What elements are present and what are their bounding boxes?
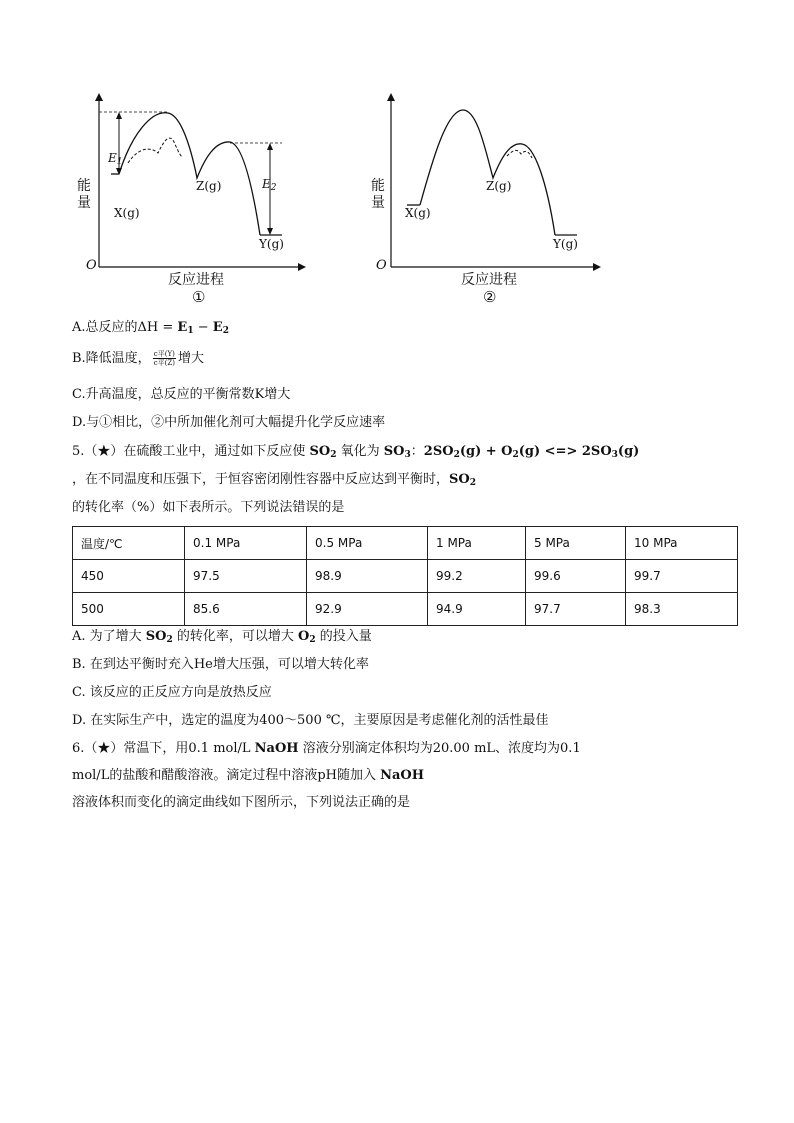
x-species-label: X(g) — [405, 206, 431, 220]
table-header-cell: 5 MPa — [526, 527, 626, 560]
origin-label: O — [376, 258, 387, 273]
table-cell: 99.6 — [526, 560, 626, 593]
question-5-line-2: ，在不同温度和压强下，于恒容密闭刚性容器中反应达到平衡时，$SO_2$ — [72, 472, 476, 488]
option-5c: C. 该反应的正反应方向是放热反应 — [72, 685, 272, 700]
energy-diagram-1 — [70, 88, 300, 313]
option-4c: C.升高温度，总反应的平衡常数K增大 — [72, 387, 291, 402]
x-axis-label: 反应进程 — [461, 272, 517, 288]
table-cell: 99.7 — [626, 560, 738, 593]
origin-label: O — [86, 258, 97, 273]
question-6-line-1: 6.（★）常温下，用0.1 mol/L NaOH 溶液分别滴定体积均为20.00 mL、浓度均为0.1 — [72, 741, 581, 756]
table-row — [73, 593, 738, 626]
e1-label: $E_1$ — [108, 151, 123, 167]
table-cell: 97.5 — [185, 560, 307, 593]
option-5d: D. 在实际生产中，选定的温度为400～500 ℃，主要原因是考虑催化剂的活性最佳 — [72, 713, 549, 728]
table-header-cell: 0.5 MPa — [307, 527, 428, 560]
question-6-line-2: mol/L的盐酸和醋酸溶液。滴定过程中溶液pH随加入 NaOH — [72, 768, 425, 783]
table-cell: 98.3 — [626, 593, 738, 626]
option-4b: B.降低温度， $\frac{\text{c平(Y)}}{\text{c平(Z)}}$ 增大 — [72, 350, 204, 367]
table-cell: 85.6 — [185, 593, 307, 626]
e2-label: $E_2$ — [262, 177, 277, 193]
table-cell: 98.9 — [307, 560, 428, 593]
x-axis-label: 反应进程 — [168, 272, 224, 288]
table-row — [73, 560, 738, 593]
y-species-label: Y(g) — [259, 237, 284, 251]
table-cell: 500 — [73, 593, 185, 626]
option-4a: A.总反应的$\Delta H = E_1 - E_2$ — [72, 320, 229, 336]
option-5b: B. 在到达平衡时充入He增大压强，可以增大转化率 — [72, 657, 369, 672]
table-cell: 94.9 — [428, 593, 526, 626]
table-cell: 92.9 — [307, 593, 428, 626]
table-cell: 97.7 — [526, 593, 626, 626]
option-5a: A. 为了增大 $SO_2$ 的转化率，可以增大 $O_2$ 的投入量 — [72, 629, 372, 645]
table-header-cell: 10 MPa — [626, 527, 738, 560]
caption-2: ② — [483, 288, 497, 306]
question-5-line-1: 5.（★）在硫酸工业中，通过如下反应使 $SO_2$ 氧化为 $SO_3$：$2SO_2(g) + O_2(g)$ <=> $2SO_3(g)$ — [72, 444, 640, 460]
caption-1: ① — [192, 288, 206, 306]
y-species-label: Y(g) — [553, 237, 578, 251]
z-species-label: Z(g) — [196, 179, 222, 193]
energy-diagram-2 — [365, 88, 600, 313]
table-header-row — [73, 527, 738, 560]
y-axis-label: 能量 — [77, 178, 91, 211]
x-species-label: X(g) — [114, 206, 140, 220]
z-species-label: Z(g) — [486, 179, 512, 193]
table-header-cell: 温度/℃ — [73, 527, 185, 560]
y-axis-label: 能量 — [371, 178, 385, 211]
question-5-line-3: 的转化率（%）如下表所示。下列说法错误的是 — [72, 500, 345, 515]
table-cell: 450 — [73, 560, 185, 593]
table-header-cell: 1 MPa — [428, 527, 526, 560]
concentration-fraction: $\frac{\text{c平(Y)}}{\text{c平(Z)}}$ — [153, 350, 175, 367]
table-cell: 99.2 — [428, 560, 526, 593]
table-header-cell: 0.1 MPa — [185, 527, 307, 560]
option-4d: D.与①相比，②中所加催化剂可大幅提升化学反应速率 — [72, 415, 386, 430]
question-6-line-3: 溶液体积而变化的滴定曲线如下图所示，下列说法正确的是 — [72, 795, 411, 810]
conversion-table — [72, 526, 738, 626]
